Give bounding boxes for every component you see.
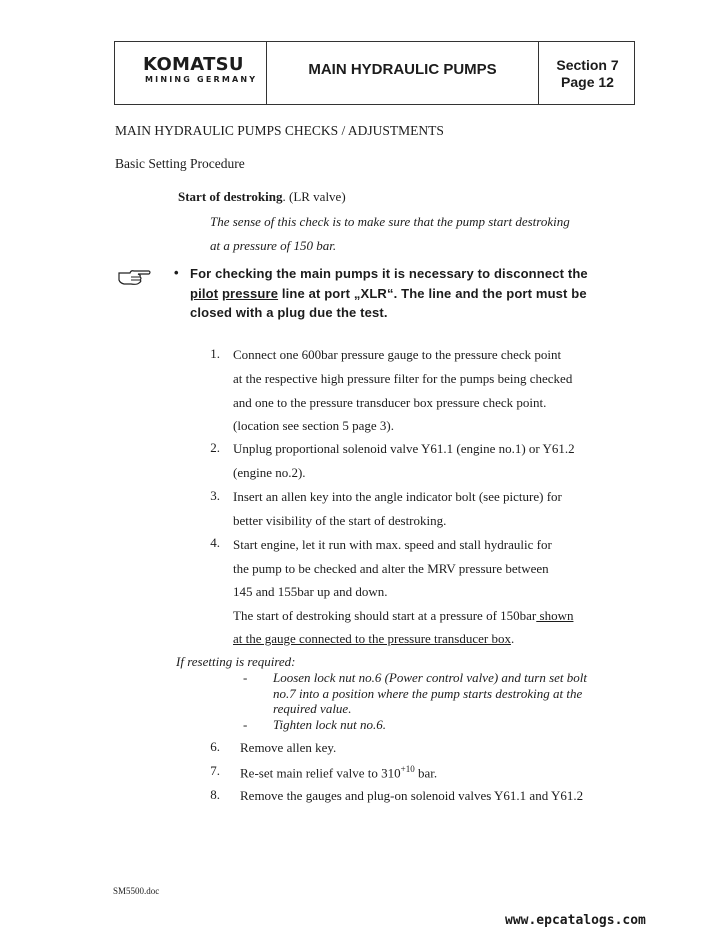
start-title-rest: . (LR valve)	[282, 189, 346, 204]
step-4-line: the pump to be checked and alter the MRV pressure between	[233, 561, 549, 576]
step-6-text: Remove allen key.	[240, 740, 337, 755]
sub-heading: Basic Setting Procedure	[115, 156, 245, 171]
sub-step-a-line: required value.	[273, 701, 352, 716]
step-8-number: 8.	[210, 787, 220, 802]
step-4-line: Start engine, let it run with max. speed and stall hydraulic for	[233, 537, 552, 552]
note-bullet: •	[174, 265, 179, 280]
step-4-line: 145 and 155bar up and down.	[233, 584, 388, 599]
footer-doc-name: SM5500.doc	[113, 886, 160, 896]
step-4-note-shown: shown	[536, 608, 574, 623]
start-of-destroking-title	[178, 189, 346, 205]
step-4-note-pre: The start of destroking should start at a pressure of 150bar	[233, 608, 537, 623]
sub-step-b-line: Tighten lock nut no.6.	[273, 717, 387, 732]
logo-subtitle: MINING GERMANY	[145, 75, 258, 84]
sense-line-1: The sense of this check is to make sure that the pump start destroking	[210, 214, 570, 229]
sub-step-a-line: no.7 into a position where the pump starts destroking at the	[273, 686, 583, 701]
step-4-note-end: .	[510, 631, 515, 646]
step-7-main: Re-set main relief valve to 310	[240, 765, 401, 781]
step-3-number: 3.	[210, 488, 220, 503]
step-3-line: better visibility of the start of destroking.	[233, 513, 447, 528]
logo-cell	[115, 42, 267, 104]
step-4-note-line-2	[233, 631, 514, 647]
step-7-unit: bar.	[414, 765, 438, 781]
footer-url: www.epcatalogs.com	[505, 913, 646, 928]
step-3-line: Insert an allen key into the angle indicator bolt (see picture) for	[233, 489, 562, 504]
step-1-number: 1.	[210, 346, 220, 361]
pointing-hand-icon	[118, 268, 152, 291]
note-pilot: pilot	[190, 286, 219, 301]
step-6-number: 6.	[210, 739, 220, 754]
step-8-text: Remove the gauges and plug-on solenoid valves Y61.1 and Y61.2	[240, 788, 584, 803]
step-7-number: 7.	[210, 763, 220, 778]
step-1-line: (location see section 5 page 3).	[233, 418, 394, 433]
step-4-note-gauge: at the gauge connected to the pressure transducer box	[233, 631, 511, 646]
note-line-2-rest: line at port „XLR“. The line and the port must be	[278, 286, 587, 301]
sense-line-2: at a pressure of 150 bar.	[210, 238, 337, 253]
document-title: MAIN HYDRAULIC PUMPS	[308, 61, 497, 78]
note-line-1: For checking the main pumps it is necessary to disconnect the	[190, 266, 588, 281]
step-2-line: Unplug proportional solenoid valve Y61.1 (engine no.1) or Y61.2	[233, 441, 575, 456]
step-7-tolerance: +10	[400, 764, 415, 774]
note-line-3: closed with a plug due the test.	[190, 305, 388, 320]
step-2-number: 2.	[210, 440, 220, 455]
komatsu-logo: KOMATSU	[143, 54, 244, 75]
step-4-note-line-1	[233, 608, 573, 624]
sub-step-a-line: Loosen lock nut no.6 (Power control valve) and turn set bolt	[273, 670, 587, 685]
sub-step-dash: -	[243, 670, 248, 685]
title-cell	[267, 42, 539, 104]
step-7-text	[240, 764, 437, 781]
step-4-number: 4.	[210, 535, 220, 550]
start-title-bold: Start of destroking	[178, 189, 283, 204]
step-1-line: Connect one 600bar pressure gauge to the pressure check point	[233, 347, 562, 362]
step-2-line: (engine no.2).	[233, 465, 306, 480]
resetting-label: If resetting is required:	[176, 654, 296, 669]
section-cell	[539, 42, 636, 104]
step-1-line: and one to the pressure transducer box pressure check point.	[233, 395, 547, 410]
note-pressure: pressure	[221, 286, 279, 301]
header-box	[114, 41, 635, 105]
main-heading: MAIN HYDRAULIC PUMPS CHECKS / ADJUSTMENTS	[115, 123, 444, 138]
section-label: Section 7	[556, 57, 619, 73]
sub-step-dash: -	[243, 717, 248, 732]
page-label: Page 12	[561, 74, 614, 90]
note-line-2	[190, 286, 587, 301]
step-1-line: at the respective high pressure filter for the pumps being checked	[233, 371, 573, 386]
